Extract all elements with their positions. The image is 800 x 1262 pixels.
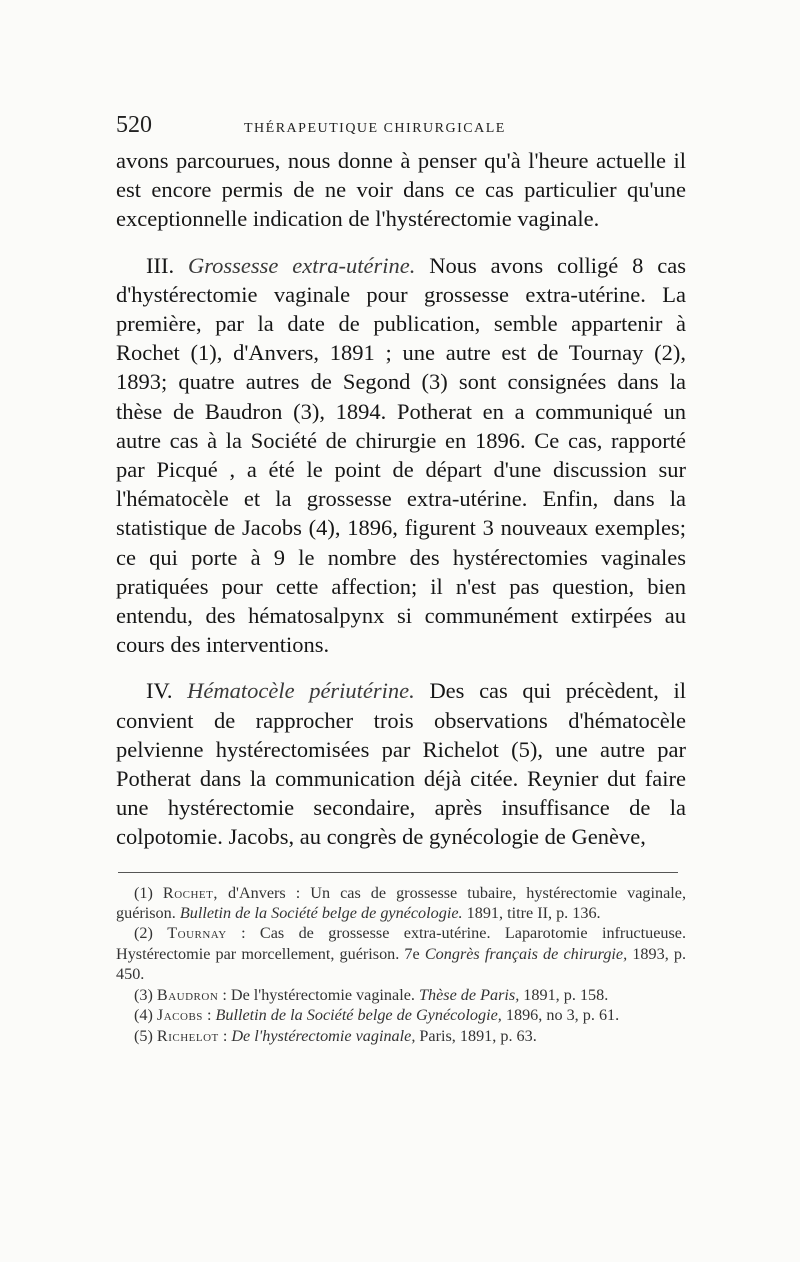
section-number: III.: [146, 252, 175, 278]
footnote-author: Rochet,: [162, 883, 218, 902]
footnote-text: :: [206, 1006, 212, 1025]
footnote-author: Richelot: [156, 1026, 219, 1045]
footnote-mark: (5): [134, 1026, 153, 1045]
paragraph-continuation: avons parcourues, nous donne à penser qu'à l'heure actuelle il est encore permis de ne voir dans ce cas particulier qu'une exceptionnelle indication de l'hystérectomie vaginale.: [116, 148, 686, 232]
footnote-text: d'Anvers : Un cas de grossesse tubaire, hystérectomie vaginale, guérison.: [116, 883, 686, 923]
footnote-mark: (4): [134, 1006, 153, 1025]
footnote-mark: (2): [134, 924, 153, 943]
footnote-text: : Cas de grossesse extra-utérine. Laparotomie infructueuse. Hystérectomie par morcellement, guérison. 7e: [116, 924, 686, 963]
footnote-source: Congrès français de chirurgie,: [424, 944, 628, 963]
paragraph-text: Nous avons colligé 8 cas d'hystérectomie vaginale pour grossesse extra-utérine. La première, par la date de publication, semble appartenir à Rochet (1), d'Anvers, 1891 ; une autre est de Tournay (2), 1893; quatre autres de Segond (3) sont consignées dans la thèse de Baudron (3), 1894. Potherat en a communiqué un autre cas à la Société de chirurgie en 1896. Ce cas, rapporté par Picqué , a été le point de départ d'une discussion sur l'hématocèle et la grossesse extra-utérine. Enfin, dans la statistique de Jacobs (4), 1896, figurent 3 nouveaux exemples; ce qui porte à 9 le nombre des hystérectomies vaginales pratiquées pour cette affection; il n'est pas question, bien entendu, des hématosalpynx si communément extirpées au cours des interventions.: [116, 252, 687, 658]
page-number: 520: [116, 112, 152, 138]
footnote-author: Baudron: [156, 985, 219, 1004]
footnote-divider: [118, 872, 678, 873]
footnote-mark: (1): [134, 883, 153, 902]
section-title: Grossesse extra-utérine.: [188, 252, 416, 278]
footnote-text: : De l'hystérectomie vaginale.: [222, 985, 415, 1004]
body-text: [116, 146, 686, 852]
footnote-text: 1891, p. 158.: [523, 985, 609, 1004]
footnote: [116, 1026, 686, 1046]
footnote-text: Paris, 1891, p. 63.: [419, 1026, 537, 1045]
footnote: [116, 923, 686, 984]
paragraph-ectopic-pregnancy: [116, 251, 686, 660]
footnote: [116, 883, 686, 924]
footnote-source: De l'hystérectomie vaginale,: [231, 1026, 416, 1045]
footnote: [116, 1005, 686, 1025]
section-title: Hématocèle périutérine.: [187, 678, 415, 704]
paragraph-hematocele: [116, 676, 686, 851]
footnote-source: Thèse de Paris,: [418, 985, 520, 1004]
running-title: THÉRAPEUTIQUE CHIRURGICALE: [244, 121, 506, 136]
book-page: [116, 112, 686, 1046]
footnote-author: Tournay: [167, 924, 227, 943]
footnote-mark: (3): [134, 985, 153, 1004]
footnote-text: 1891, titre II, p. 136.: [466, 904, 601, 923]
section-number: IV.: [146, 678, 173, 704]
footnotes: [116, 883, 686, 1046]
paragraph-text: Des cas qui précèdent, il convient de rapprocher trois observations d'hématocèle pelvienne hystérectomisées par Richelot (5), une autre par Potherat dans la communication déjà citée. Reynier dut faire une hystérectomie secondaire, après insuffisance de la colpotomie. Jacobs, au congrès de gynécologie de Genève,: [116, 678, 687, 850]
footnote-source: Bulletin de la Société belge de Gynécologie,: [215, 1006, 502, 1025]
footnote-author: Jacobs: [156, 1006, 203, 1025]
footnote-source: Bulletin de la Société belge de gynécologie.: [179, 904, 463, 923]
footnote-text: :: [222, 1026, 228, 1045]
page-header: [116, 112, 686, 142]
footnote-text: 1896, no 3, p. 61.: [505, 1006, 620, 1025]
footnote: [116, 985, 686, 1005]
footnote-text: 1893, p. 450.: [116, 944, 687, 984]
